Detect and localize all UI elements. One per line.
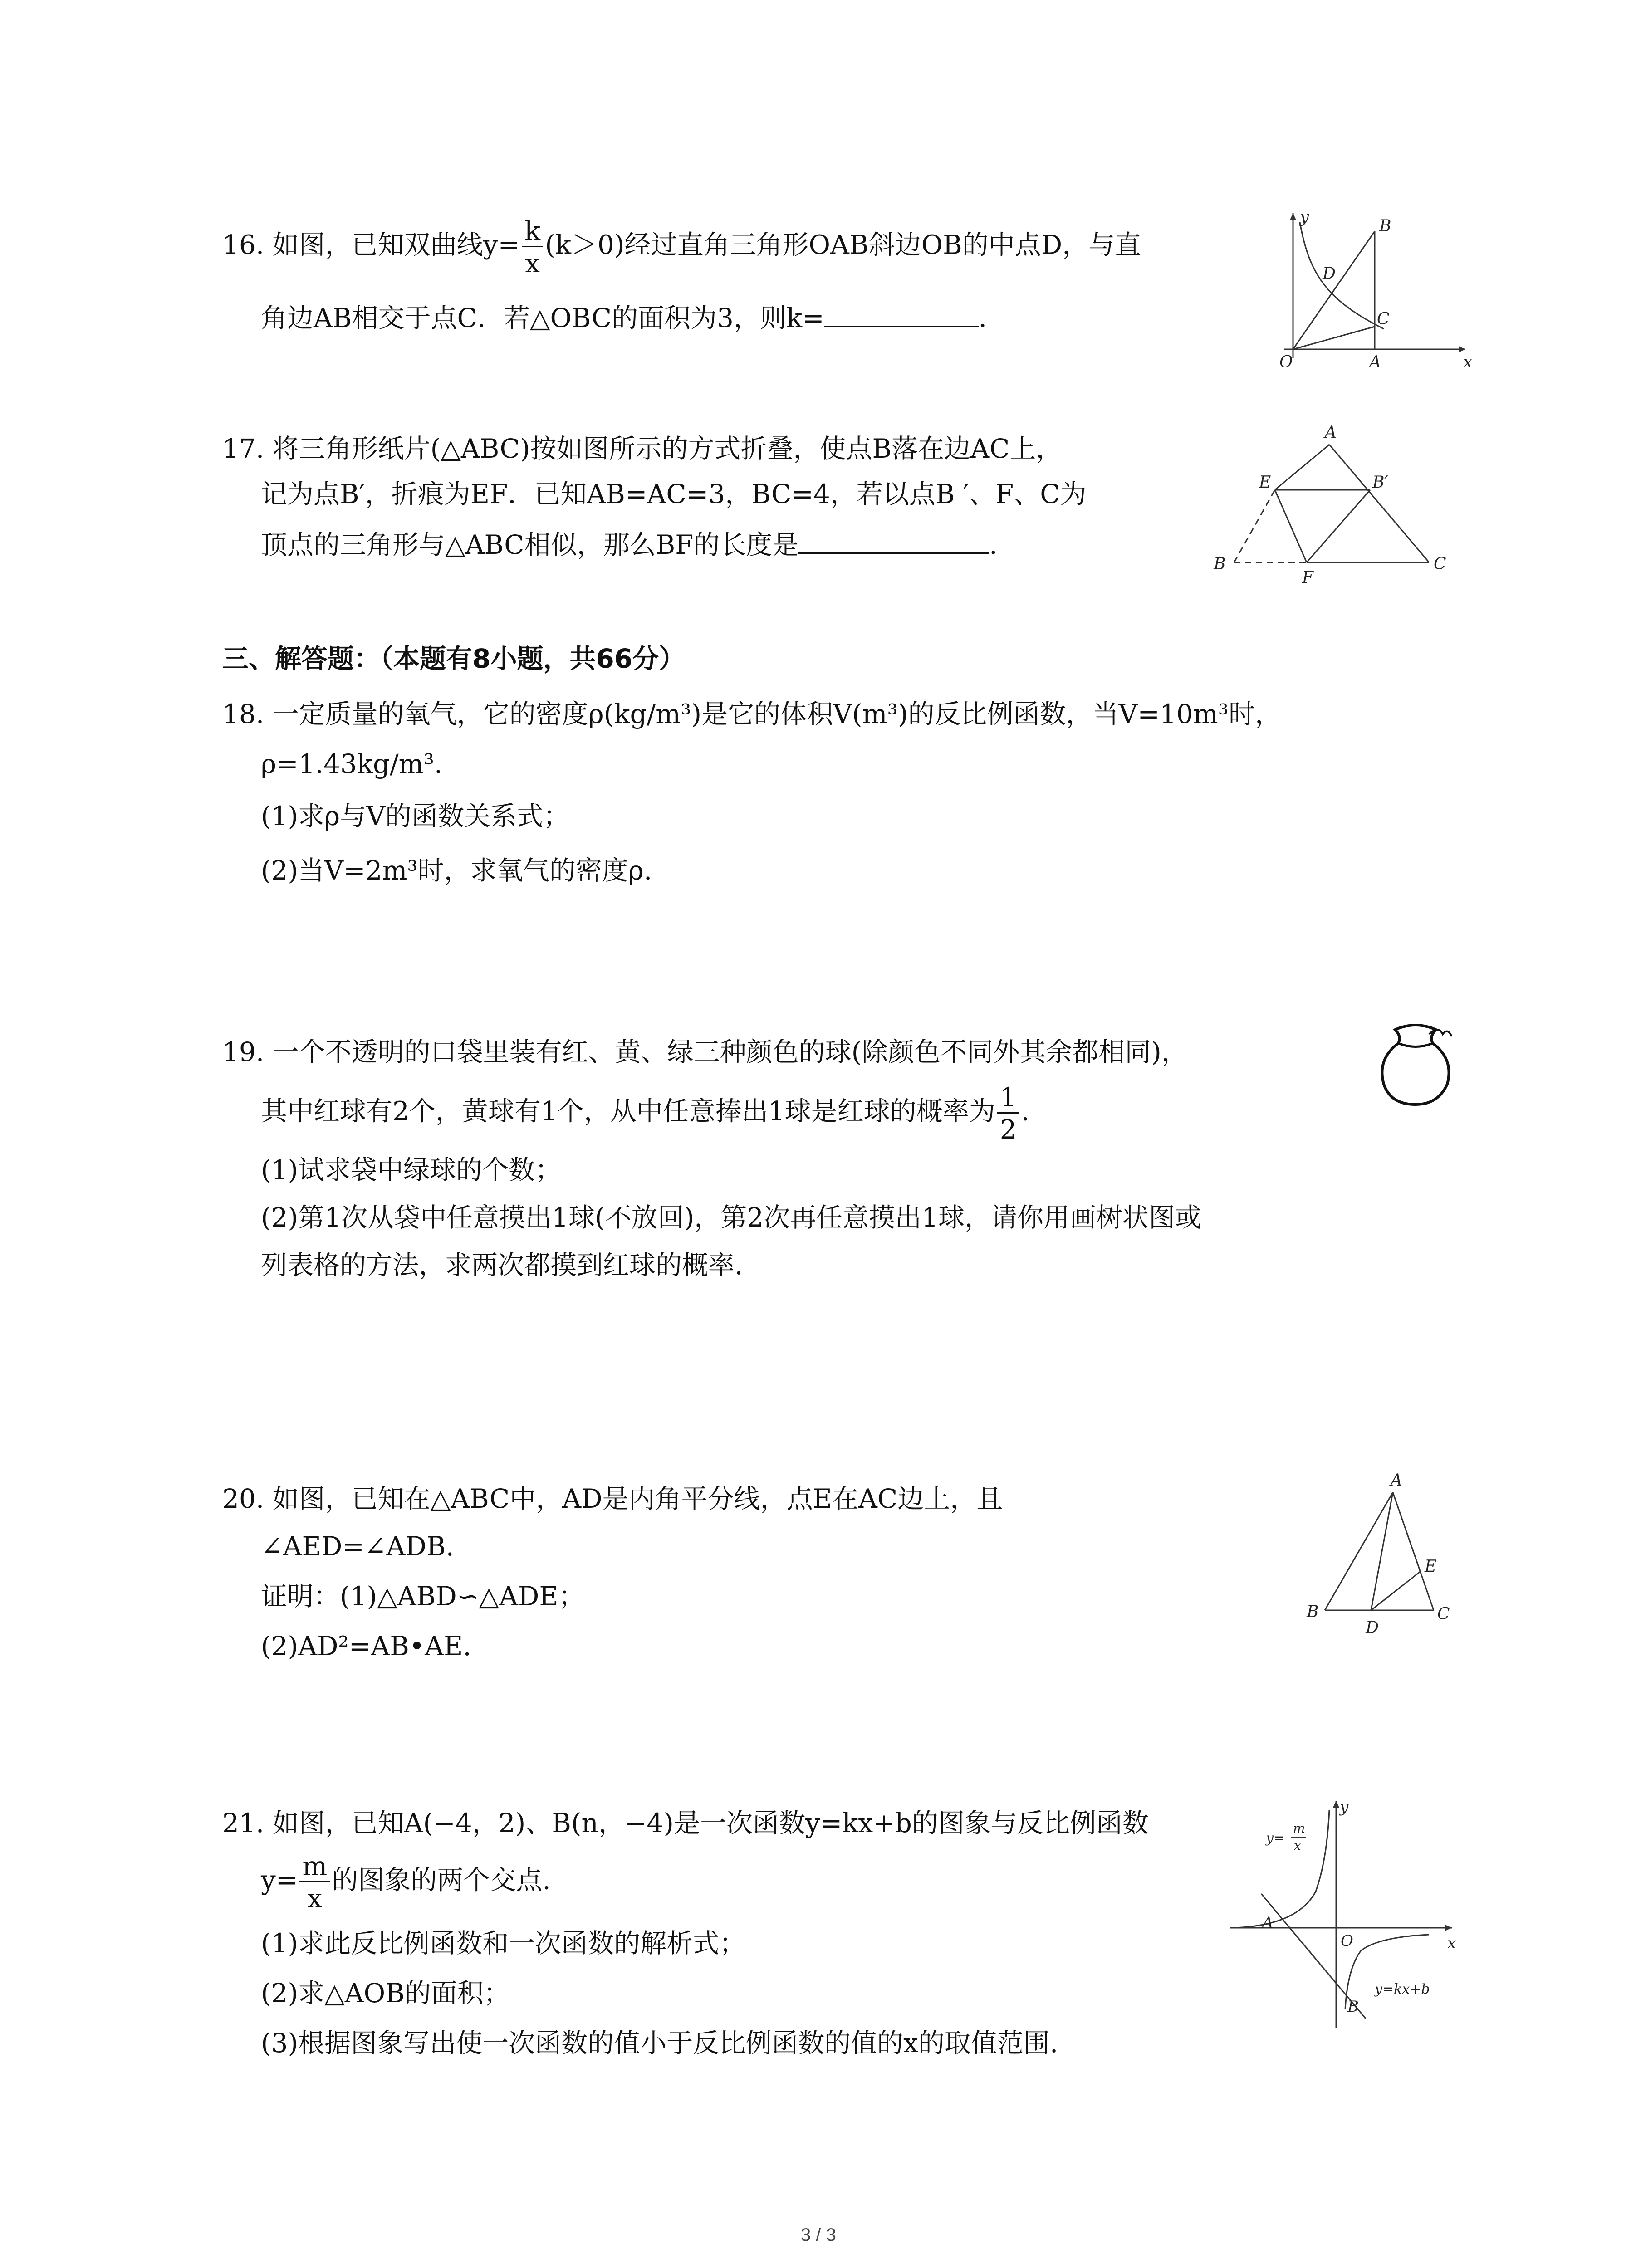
q16-segment-OB [1293,231,1375,349]
q19-text: 其中红球有2个，黄球有1个，从中任意捧出1球是红球的概率为 [261,1095,995,1127]
q17-label-C: C [1434,555,1446,573]
q16-label-A: A [1369,353,1381,371]
q19-frac-den: 2 [999,1114,1017,1145]
q19-line-5: 列表格的方法，求两次都摸到红球的概率. [261,1250,743,1281]
q16-answer-blank[interactable] [824,299,979,327]
q21-label-curve-num: m [1293,1821,1305,1836]
q16-text-c: 角边AB相交于点C．若△OBC的面积为3，则k= [261,303,824,333]
q16-label-C: C [1377,310,1390,328]
q17-text: 顶点的三角形与△ABC相似，那么BF的长度是 [261,529,799,560]
q16-hyperbola [1300,222,1384,329]
q17-text-end: ． [989,529,1016,560]
q17-crease-EF [1275,490,1307,562]
page-number: 3 / 3 [801,2225,836,2245]
q16-text-a: 16. 如图，已知双曲线y= [222,229,520,260]
q20-segment-AC [1393,1492,1437,1610]
q19-frac-num: 1 [997,1084,1019,1114]
q18-line-2: ρ=1.43kg/m³. [261,748,443,779]
q20-label-B: B [1307,1603,1319,1621]
q21-label-B: B [1347,1998,1359,2016]
q21-fraction [299,1851,330,1914]
q20-line-2: ∠AED=∠ADB. [261,1531,454,1562]
q21-line-5: (3)根据图象写出使一次函数的值小于反比例函数的值的x的取值范围. [261,2028,1058,2058]
q17-line-1: 17. 将三角形纸片(△ABC)按如图所示的方式折叠，使点B落在边AC上， [222,433,1063,464]
q17-label-E: E [1259,473,1271,492]
q21-text-b: 的图象的两个交点. [332,1864,551,1896]
q17-label-Bprime: B′ [1372,473,1388,492]
q17-line-2: 记为点B′，折痕为EF．已知AB=AC=3，BC=4，若以点B ′、F、C为 [261,479,1087,509]
q20-figure [1288,1465,1470,1642]
section-heading: 三、解答题：（本题有8小题，共66分） [222,643,686,674]
q21-text-a: y= [261,1864,298,1896]
q16-frac-num: k [522,218,543,247]
q16-line-2 [261,299,1005,334]
q20-label-A: A [1391,1471,1402,1490]
q16-label-D: D [1323,264,1336,283]
q20-label-C: C [1437,1605,1450,1623]
q21-label-x: x [1447,1934,1456,1952]
q21-line-4: (2)求△AOB的面积； [261,1978,510,2009]
q21-line-3: (1)求此反比例函数和一次函数的解析式； [261,1928,746,1959]
q16-label-O: O [1279,353,1293,371]
q21-label-A: A [1262,1914,1274,1932]
q19-text-end: . [1021,1095,1030,1127]
q20-segment-DE [1371,1572,1420,1610]
q16-fraction [522,215,543,279]
q21-figure [1225,1792,1461,2037]
q16-label-x: x [1463,353,1473,371]
q19-line-2 [261,1084,1029,1143]
q16-text-b: (k＞0)经过直角三角形OAB斜边OB的中点D，与直 [545,229,1141,260]
q21-label-curve-den: x [1294,1838,1301,1853]
q19-line-3: (1)试求袋中绿球的个数； [261,1154,562,1185]
q21-label-line: y=kx+b [1375,1981,1430,1997]
q17-dashed-BE [1234,490,1275,562]
q17-line-3 [261,526,1015,561]
q17-segment-AC [1329,445,1429,562]
q21-frac-num: m [299,1853,330,1882]
q16-label-B: B [1379,217,1391,235]
q17-segment-FBp [1307,490,1370,562]
q21-x-arrow [1445,1925,1452,1931]
q16-x-arrow [1459,346,1465,352]
q16-segment-OC [1293,327,1375,349]
q21-label-curve: y= [1266,1830,1285,1846]
q16-label-y: y [1300,208,1309,226]
q17-answer-blank[interactable] [798,526,989,554]
q17-figure [1193,417,1456,585]
q21-hyperbola-left [1234,1810,1329,1928]
q21-line-1: 21. 如图，已知A(−4，2)、B(n，−4)是一次函数y=kx+b的图象与反比例函数 [222,1808,1149,1838]
q20-line-3: 证明：(1)△ABD∽△ADE； [261,1581,585,1612]
q18-line-3: (1)求ρ与V的函数关系式； [261,801,570,831]
q17-label-A: A [1325,423,1337,442]
q16-text-end: ． [978,303,1005,333]
q16-line-1 [222,215,1141,279]
q17-label-F: F [1302,568,1313,585]
q16-y-arrow [1290,213,1296,220]
q17-segment-EA [1275,445,1329,490]
q21-line-2 [261,1851,551,1914]
q20-label-D: D [1366,1618,1379,1637]
q16-figure [1266,204,1474,381]
q21-y-arrow [1333,1801,1339,1808]
q17-label-B: B [1214,555,1226,573]
q20-label-E: E [1425,1557,1437,1576]
q18-line-1: 18. 一定质量的氧气，它的密度ρ(kg/m³)是它的体积V(m³)的反比例函数，当V=10m³时， [222,699,1282,729]
q21-label-O: O [1341,1932,1353,1950]
q19-line-4: (2)第1次从袋中任意摸出1球(不放回)，第2次再任意摸出1球，请你用画树状图或 [261,1202,1202,1233]
q18-line-4: (2)当V=2m³时，求氧气的密度ρ. [261,855,652,886]
q20-line-4: (2)AD²=AB•AE. [261,1631,471,1662]
q20-line-1: 20. 如图，已知在△ABC中，AD是内角平分线，点E在AC边上，且 [222,1483,1003,1514]
q19-line-1: 19. 一个不透明的口袋里装有红、黄、绿三种颜色的球(除颜色不同外其余都相同)， [222,1036,1188,1067]
bag-icon [1375,1016,1456,1107]
q19-fraction [997,1084,1019,1143]
q21-frac-den: x [307,1883,323,1914]
q16-frac-den: x [525,248,540,279]
q21-label-y: y [1340,1798,1349,1816]
